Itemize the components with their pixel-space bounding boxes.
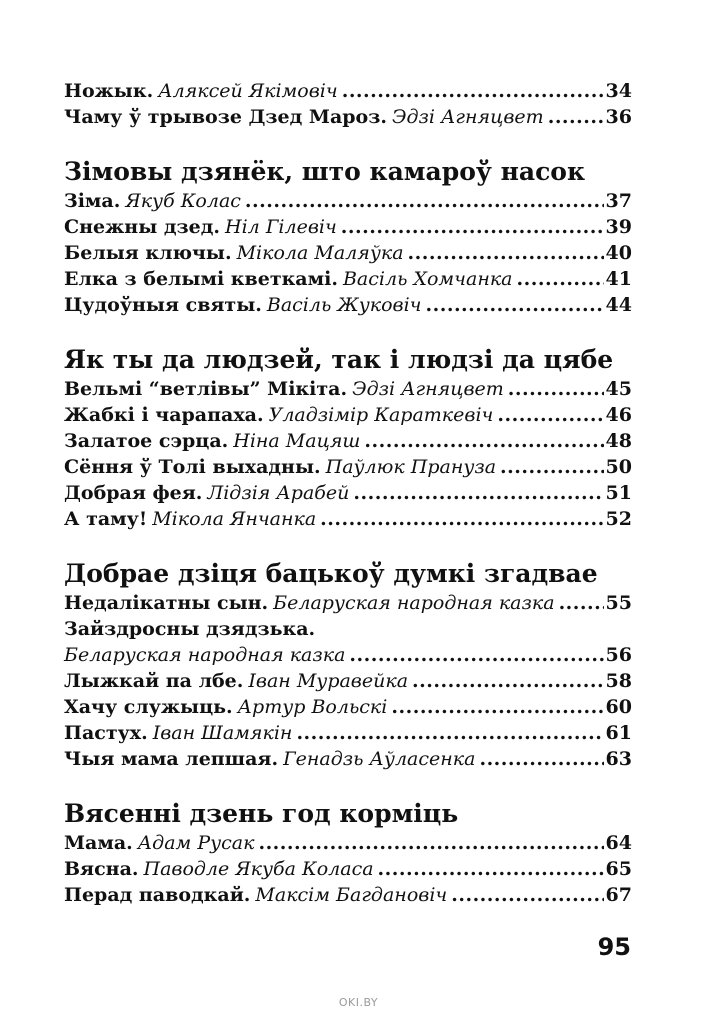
dot-leader [559,592,604,614]
toc-entry [64,696,632,722]
section-heading: Як ты да людзей, так і людзі да цябе [64,345,614,374]
entry-title: Вясна. [64,858,139,880]
dot-leader [451,884,603,906]
section-heading: Вясенні дзень год корміць [64,799,459,828]
entry-page-number: 40 [605,242,632,264]
entry-author: Якуб Колас [125,190,241,212]
toc-entry [64,748,632,774]
toc-entry [64,216,632,242]
dot-leader [320,508,603,530]
entry-page-number: 48 [605,430,632,452]
toc-entry [64,858,632,884]
toc-entry [64,884,632,910]
entry-title: Залатое сэрца. [64,430,229,452]
entry-page-number: 41 [605,268,632,290]
entry-author: Іван Шамякін [152,722,293,744]
entry-page-number: 36 [605,106,632,128]
entry-page-number: 64 [605,832,632,854]
entry-page-number: 55 [605,592,632,614]
entry-author: Генадзь Аўласенка [283,748,476,770]
dot-leader [349,644,603,666]
toc-entry [64,618,632,644]
entry-author: Лідзія Арабей [207,482,350,504]
dot-leader [500,456,604,478]
dot-leader [391,696,603,718]
dot-leader [378,858,604,880]
entry-title: Недалікатны сын. [64,592,269,614]
toc-entry [64,294,632,320]
entry-page-number: 61 [605,722,632,744]
entry-author: Беларуская народная казка [273,592,555,614]
entry-author: Паўлюк Пранузa [325,456,497,478]
entry-author: Васіль Хомчанка [342,268,513,290]
entry-page-number: 51 [605,482,632,504]
dot-leader [508,378,604,400]
entry-author: Эдзі Агняцвет [391,106,544,128]
entry-title: Ножык. [64,80,154,102]
dot-leader [245,190,604,212]
entry-title: Хачу служыць. [64,696,233,718]
dot-leader [479,748,603,770]
dot-leader [497,404,603,426]
toc-entry [64,404,632,430]
dot-leader [425,294,603,316]
section-heading: Добрае дзіця бацькоў думкі згадвае [64,559,598,588]
toc-entry [64,456,632,482]
toc-entry [64,242,632,268]
dot-leader [412,670,604,692]
toc-entry [64,378,632,404]
entry-author: Уладзімір Караткевіч [268,404,494,426]
entry-author: Эдзі Агняцвет [352,378,504,400]
entry-author: Беларуская народная казка [64,644,346,666]
entry-page-number: 34 [605,80,632,102]
dot-leader [353,482,603,504]
entry-page-number: 56 [605,644,632,666]
toc-entry [64,430,632,456]
entry-title: Добрая фея. [64,482,203,504]
dot-leader [548,106,604,128]
entry-page-number: 39 [605,216,632,238]
dot-leader [342,80,604,102]
dot-leader [517,268,604,290]
entry-title: А таму! [64,508,148,530]
toc-entry [64,106,632,132]
entry-author: Паводле Якуба Коласа [143,858,374,880]
entry-title: Жабкі і чарапаха. [64,404,264,426]
entry-author: Аляксей Якімовіч [158,80,338,102]
entry-author: Мікола Янчанка [152,508,317,530]
dot-leader [296,722,603,744]
entry-page-number: 46 [605,404,632,426]
entry-title: Вельмі “ветлівы” Мікіта. [64,378,348,400]
toc-entry [64,482,632,508]
toc-entry [64,670,632,696]
toc-entry [64,190,632,216]
entry-title: Сёння ў Толі выхадны. [64,456,321,478]
entry-page-number: 67 [605,884,632,906]
entry-author: Васіль Жуковіч [266,294,422,316]
dot-leader [341,216,604,238]
entry-author: Іван Муравейка [248,670,409,692]
entry-page-number: 63 [605,748,632,770]
entry-page-number: 58 [605,670,632,692]
entry-author: Мікола Маляўка [236,242,404,264]
entry-title: Чыя мама лепшая. [64,748,279,770]
toc-entry [64,508,632,534]
entry-page-number: 60 [605,696,632,718]
toc-entry [64,592,632,618]
entry-title: Елка з белымі кветкамі. [64,268,338,290]
toc-entry [64,80,632,106]
entry-page-number: 45 [605,378,632,400]
section-heading: Зімовы дзянёк, што камароў насок [64,157,586,186]
entry-page-number: 65 [605,858,632,880]
entry-page-number: 52 [605,508,632,530]
toc-entry [64,832,632,858]
entry-author: Максім Багдановіч [255,884,448,906]
toc-entry [64,722,632,748]
dot-leader [258,832,603,854]
toc-entry [64,644,632,670]
entry-author: Адам Русак [137,832,255,854]
entry-author: Ніл Гілевіч [225,216,337,238]
entry-author: Артур Вольскі [237,696,388,718]
entry-title: Пастух. [64,722,148,744]
entry-title: Зайздросны дзядзька. [64,618,316,640]
table-of-contents [64,80,632,910]
entry-title: Белыя ключы. [64,242,232,264]
page-number: 95 [597,933,631,961]
entry-title: Мама. [64,832,133,854]
entry-page-number: 44 [605,294,632,316]
entry-title: Лыжкай па лбе. [64,670,244,692]
watermark: OKI.BY [338,996,379,1009]
entry-title: Цудоўныя святы. [64,294,262,316]
entry-author: Ніна Мацяш [233,430,361,452]
entry-title: Снежны дзед. [64,216,221,238]
dot-leader [364,430,603,452]
entry-page-number: 50 [605,456,632,478]
toc-entry [64,268,632,294]
entry-page-number: 37 [605,190,632,212]
entry-title: Перад паводкай. [64,884,251,906]
entry-title: Зіма. [64,190,121,212]
dot-leader [408,242,604,264]
entry-title: Чаму ў трывозе Дзед Мароз. [64,106,387,128]
